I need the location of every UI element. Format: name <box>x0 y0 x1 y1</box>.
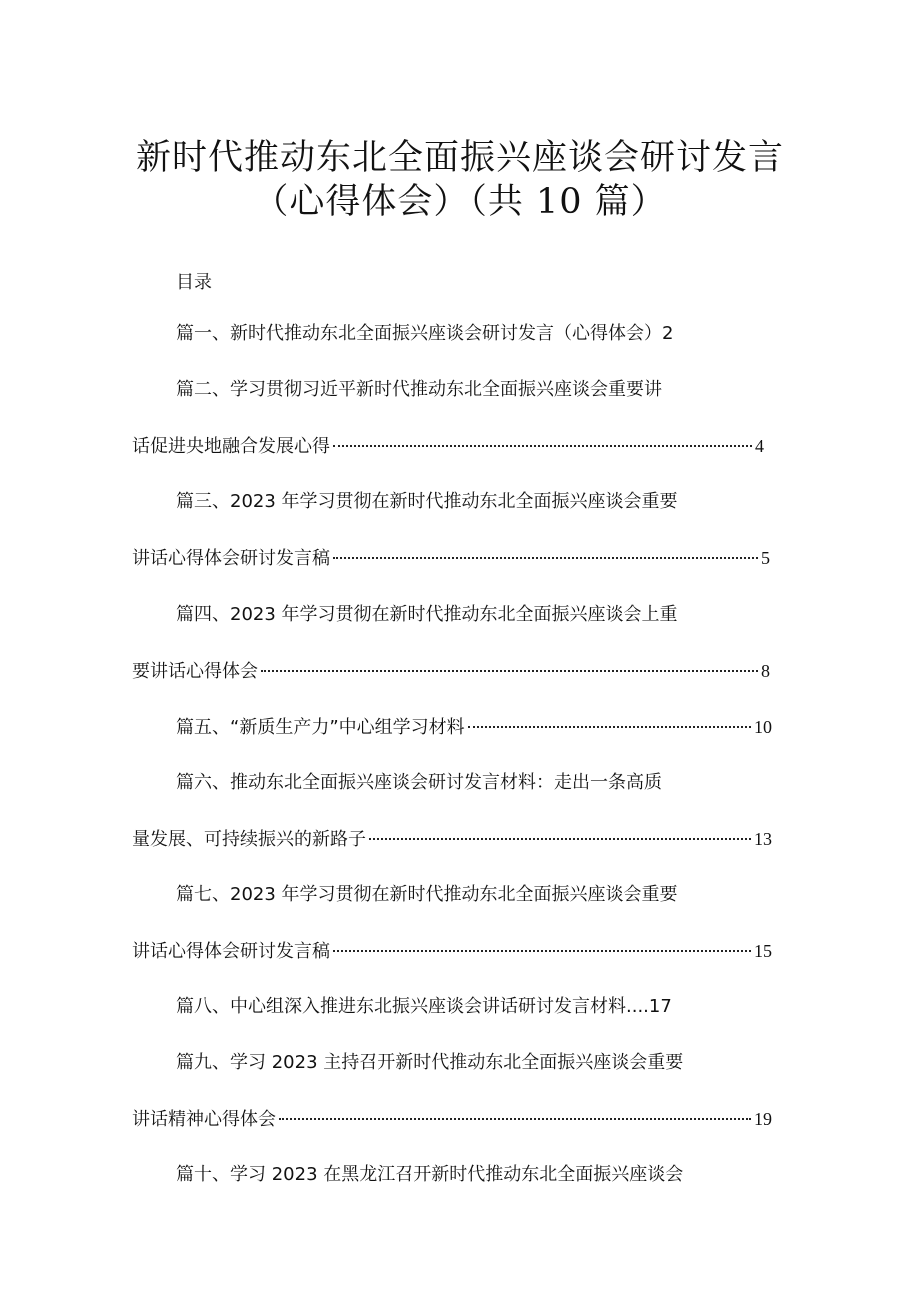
toc-entry-7-page: 15 <box>754 941 772 961</box>
toc-entry-6-line-1[interactable]: 篇六、推动东北全面振兴座谈会研讨发言材料：走出一条高质 <box>176 772 662 793</box>
toc-entry-4-text: 要讲话心得体会 <box>132 661 258 682</box>
dot-leader <box>468 726 751 728</box>
toc-entry-8[interactable]: 篇八、中心组深入推进东北振兴座谈会讲话研讨发言材料....17 <box>176 996 672 1017</box>
toc-entry-4-page: 8 <box>761 661 770 681</box>
toc-entry-3-line-2[interactable] <box>132 546 770 571</box>
document-title-line-1: 新时代推动东北全面振兴座谈会研讨发言 <box>135 138 784 178</box>
toc-entry-9-text: 讲话精神心得体会 <box>132 1109 276 1130</box>
toc-entry-2-line-2[interactable] <box>132 434 764 459</box>
document-title-line-2: （心得体会）（共 10 篇） <box>253 182 667 222</box>
toc-entry-10-line-1[interactable]: 篇十、学习 2023 在黑龙江召开新时代推动东北全面振兴座谈会 <box>176 1164 684 1185</box>
toc-entry-7-line-1[interactable]: 篇七、2023 年学习贯彻在新时代推动东北全面振兴座谈会重要 <box>176 884 678 905</box>
toc-entry-7-text: 讲话心得体会研讨发言稿 <box>132 941 330 962</box>
dot-leader <box>333 557 758 559</box>
toc-entry-3-line-1[interactable]: 篇三、2023 年学习贯彻在新时代推动东北全面振兴座谈会重要 <box>176 491 678 512</box>
toc-entry-5[interactable] <box>176 715 772 740</box>
toc-entry-5-text: 篇五、“新质生产力”中心组学习材料 <box>176 717 465 738</box>
toc-entry-3-text: 讲话心得体会研讨发言稿 <box>132 548 330 569</box>
toc-entry-3-page: 5 <box>761 548 770 568</box>
toc-entry-6-line-2[interactable] <box>132 827 772 852</box>
toc-entry-2-text: 话促进央地融合发展心得 <box>132 436 330 457</box>
dot-leader <box>369 838 751 840</box>
dot-leader <box>333 445 752 447</box>
dot-leader <box>333 950 751 952</box>
dot-leader <box>279 1118 751 1120</box>
toc-entry-4-line-1[interactable]: 篇四、2023 年学习贯彻在新时代推动东北全面振兴座谈会上重 <box>176 604 678 625</box>
toc-entry-6-text: 量发展、可持续振兴的新路子 <box>132 829 366 850</box>
toc-heading: 目录 <box>176 272 212 293</box>
toc-entry-2-line-1[interactable]: 篇二、学习贯彻习近平新时代推动东北全面振兴座谈会重要讲 <box>176 379 662 400</box>
toc-entry-9-page: 19 <box>754 1109 772 1129</box>
toc-entry-2-page: 4 <box>755 436 764 456</box>
toc-entry-9-line-2[interactable] <box>132 1107 772 1132</box>
toc-entry-1[interactable]: 篇一、新时代推动东北全面振兴座谈会研讨发言（心得体会）2 <box>176 323 674 344</box>
toc-entry-6-page: 13 <box>754 829 772 849</box>
toc-entry-7-line-2[interactable] <box>132 939 772 964</box>
dot-leader <box>261 670 758 672</box>
toc-entry-5-page: 10 <box>754 717 772 737</box>
toc-entry-4-line-2[interactable] <box>132 659 770 684</box>
toc-entry-9-line-1[interactable]: 篇九、学习 2023 主持召开新时代推动东北全面振兴座谈会重要 <box>176 1052 684 1073</box>
